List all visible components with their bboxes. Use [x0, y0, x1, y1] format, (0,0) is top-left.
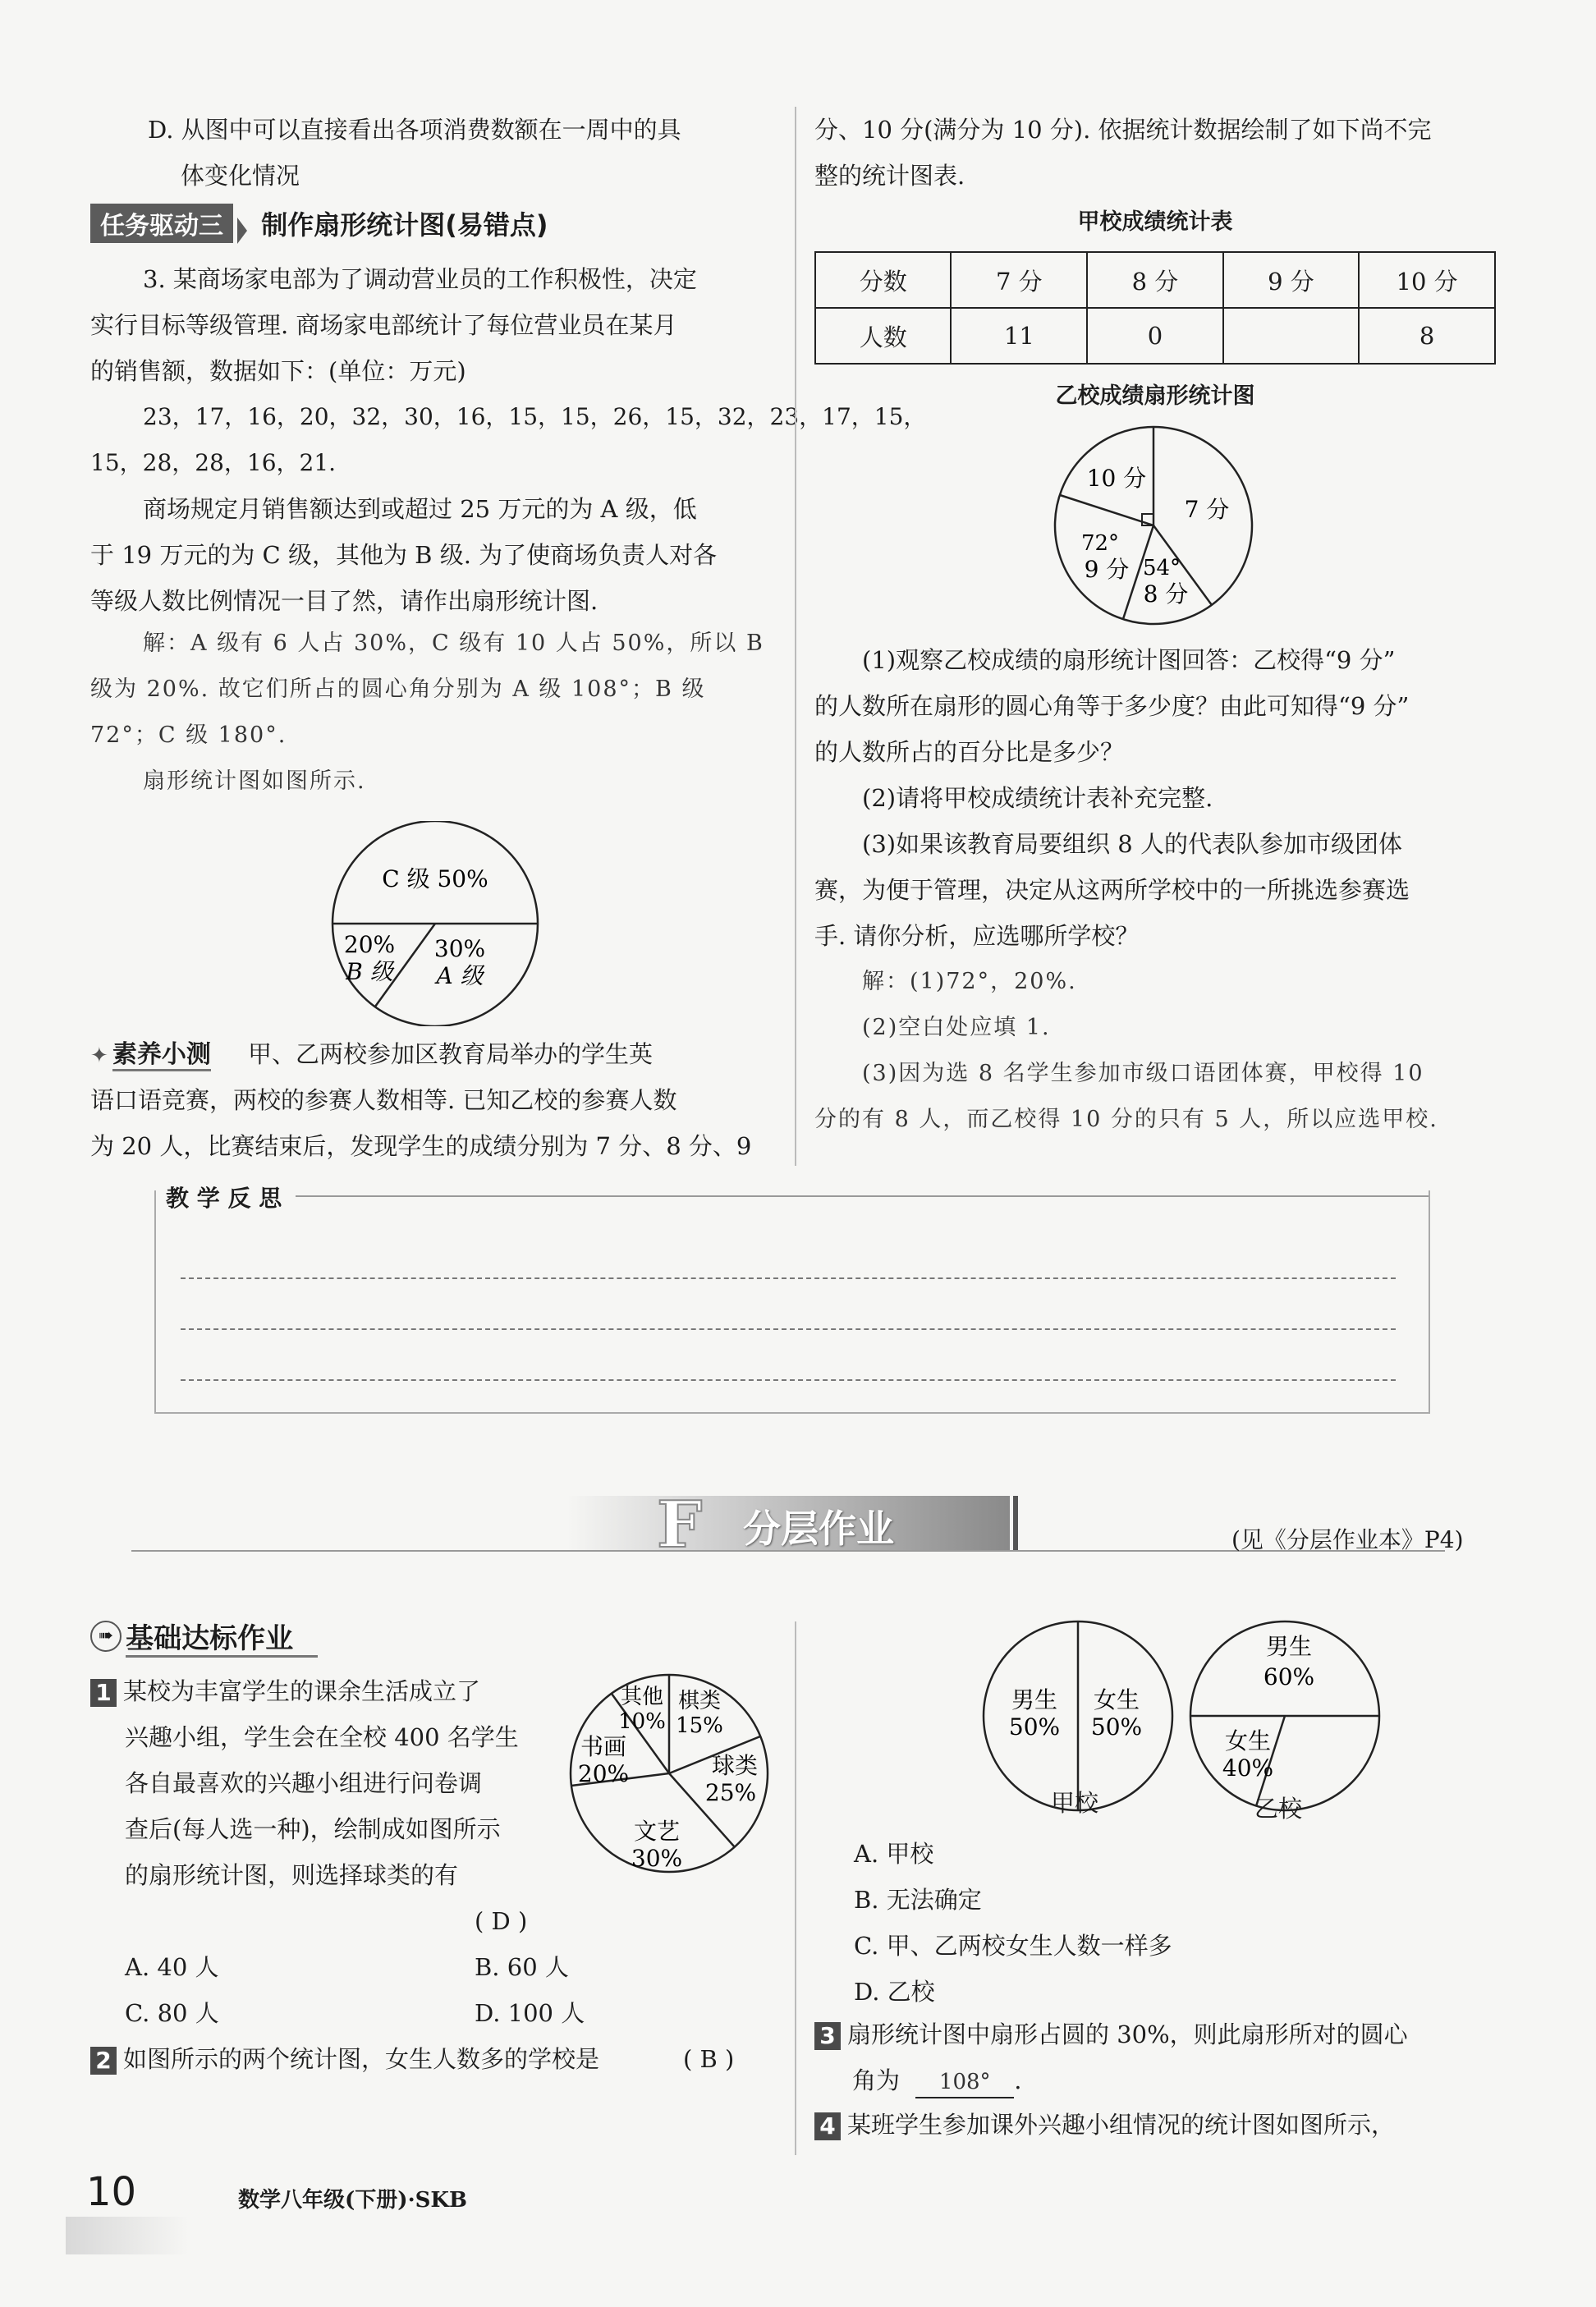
pie-label-ball: 球类 [711, 1752, 759, 1779]
book-title: 数学八年级(下册)·SKB [238, 2188, 468, 2213]
writing-line[interactable] [181, 1328, 1396, 1330]
q4-text: 某班学生参加课外兴趣小组情况的统计图如图所示， [847, 2111, 1396, 2139]
pie-label-calli-pct: 20% [577, 1760, 630, 1787]
pie-label-chess: 棋类 [677, 1689, 722, 1713]
q1-line: 查后(每人选一种)，绘制成如图所示 [125, 1815, 501, 1843]
question-line: 的人数所在扇形的圆心角等于多少度？由此可知得“9 分” [814, 692, 1410, 720]
writing-line[interactable] [181, 1379, 1396, 1381]
q3-data: 23，17，16，20，32，30，16，15，15，26，15，32，23，17，15， [143, 403, 927, 430]
pie-label-ball-pct: 25% [704, 1779, 757, 1806]
school-yi-label: 乙校 [1254, 1795, 1303, 1823]
basic-header [90, 1616, 318, 1656]
q2-number: 2 [90, 2047, 117, 2075]
literacy-line3: 为 20 人，比赛结束后，发现学生的成绩分别为 7 分、8 分、9 [90, 1132, 752, 1160]
q2-text: 如图所示的两个统计图，女生人数多的学校是 [123, 2045, 600, 2073]
table-title: 甲校成绩统计表 [1077, 209, 1233, 235]
q1-option-b[interactable]: B. 60 人 [475, 1953, 569, 1981]
pie-label-girl-pct: 40% [1222, 1754, 1274, 1782]
pie-label-girl: 女生 [1224, 1727, 1272, 1754]
pie-label-b: B 级 [346, 958, 393, 985]
q1-line: 某校为丰富学生的课余生活成立了 [123, 1677, 481, 1705]
table-cell: 8 [1359, 308, 1495, 364]
right-line1: 分、10 分(满分为 10 分). 依据统计数据绘制了如下尚不完 [814, 116, 1432, 144]
q3-line: 实行目标等级管理. 商场家电部统计了每位营业员在某月 [90, 311, 677, 339]
reflection-top-rule [296, 1195, 1429, 1197]
answer-line: 解：(1)72°，20%. [862, 969, 1077, 994]
answer-line: (3)因为选 8 名学生参加市级口语团体赛，甲校得 10 [862, 1061, 1424, 1086]
table-cell: 11 [951, 308, 1087, 364]
q3-line: 等级人数比例情况一目了然，请作出扇形统计图. [90, 587, 598, 615]
q3 [814, 2011, 1408, 2057]
q2-option-d[interactable]: D. 乙校 [854, 1978, 935, 2006]
right-line2: 整的统计图表. [814, 162, 965, 190]
table-cell: 分数 [815, 252, 951, 308]
pie-label-b-pct: 20% [343, 931, 396, 958]
pie-label-boy: 男生 [1011, 1686, 1058, 1713]
basic-title: 基础达标作业 [126, 1622, 318, 1658]
pie-label-8: 8 分 [1143, 580, 1189, 608]
q4 [814, 2102, 1395, 2148]
task-title: 制作扇形统计图(易错点) [261, 209, 548, 241]
q3-answer-line: 72°；C 级 180°. [90, 722, 287, 748]
literacy-line1: 甲、乙两校参加区教育局举办的学生英 [247, 1040, 653, 1068]
answer-line: (2)空白处应填 1. [862, 1015, 1051, 1040]
q1-number: 1 [90, 1679, 117, 1707]
answer-line: 分的有 8 人，而乙校得 10 分的只有 5 人，所以应选甲校. [814, 1107, 1438, 1132]
q3-answer [90, 621, 772, 805]
q3-data: 15，28，28，16，21. [90, 449, 337, 476]
task-header [90, 204, 548, 244]
q3-answer-line: 级为 20%. 故它们所占的圆心角分别为 A 级 108°；B 级 [90, 677, 706, 702]
q1-line: 的扇形统计图，则选择球类的有 [125, 1861, 459, 1889]
q4-number: 4 [814, 2112, 841, 2140]
q1-option-a[interactable]: A. 40 人 [125, 1953, 219, 1981]
column-divider [795, 107, 796, 1166]
q3-line1: 扇形统计图中扇形占圆的 30%，则此扇形所对的圆心 [847, 2020, 1408, 2048]
q3-answer-line: 解：A 级有 6 人占 30%，C 级有 10 人占 50%，所以 B [143, 631, 764, 656]
task-tag: 任务驱动三 [90, 204, 233, 243]
pie-label-9-angle: 72° [1080, 531, 1120, 556]
q1-answer: ( D ) [475, 1907, 528, 1935]
q1-option-d[interactable]: D. 100 人 [475, 1999, 585, 2027]
pie-label-c: C 级 50% [382, 865, 488, 892]
pie-label-girl: 女生 [1093, 1686, 1140, 1713]
question-line: (3)如果该教育局要组织 8 人的代表队参加市级团体 [862, 830, 1402, 858]
pie-divider [1060, 495, 1153, 525]
banner-title: 分层作业 [743, 1507, 894, 1551]
q3-line2-prefix: 角为 [852, 2066, 901, 2094]
table-header-row [815, 252, 1495, 308]
q3-line: 的销售额，数据如下：(单位：万元) [90, 357, 466, 385]
q1-line: 各自最喜欢的兴趣小组进行问卷调 [125, 1769, 483, 1797]
banner-f-icon: F [657, 1488, 703, 1562]
writing-line[interactable] [181, 1277, 1396, 1279]
q3-answer-blank[interactable]: 108° [915, 2067, 1014, 2098]
pie-title: 乙校成绩扇形统计图 [1055, 383, 1255, 409]
literacy-header [90, 1031, 653, 1077]
option-d-line1: D. 从图中可以直接看出各项消费数额在一周中的具 [148, 116, 681, 144]
question-line: (1)观察乙校成绩的扇形统计图回答：乙校得“9 分” [862, 646, 1396, 674]
q3-answer-line: 扇形统计图如图所示. [143, 768, 366, 794]
pie-label-8-angle: 54° [1142, 556, 1181, 580]
q2-answer: ( B ) [683, 2045, 735, 2073]
q2-option-b[interactable]: B. 无法确定 [854, 1886, 982, 1914]
banner-endcap [1013, 1496, 1018, 1550]
option-d-line2: 体变化情况 [181, 162, 300, 190]
table-cell: 人数 [815, 308, 951, 364]
tag-arrow-icon [237, 218, 247, 244]
score-table [814, 251, 1496, 365]
q3-number: 3 [814, 2022, 841, 2050]
pie-label-other-pct: 10% [618, 1709, 666, 1734]
table-cell: 7 分 [951, 252, 1087, 308]
pie-label-boy-pct: 60% [1263, 1663, 1315, 1690]
star-icon: ✦ [90, 1043, 108, 1068]
workbook-ref: (见《分层作业本》P4) [1231, 1526, 1464, 1553]
table-cell: 8 分 [1087, 252, 1222, 308]
q1 [90, 1668, 519, 1898]
question-line: 赛，为便于管理，决定从这两所学校中的一所挑选参赛选 [814, 876, 1410, 904]
question-line: 的人数所占的百分比是多少？ [814, 738, 1125, 766]
table-cell: 0 [1087, 308, 1222, 364]
pie-label-chess-pct: 15% [676, 1713, 723, 1738]
table-cell-blank [1223, 308, 1359, 364]
interest-pie-chart [566, 1671, 772, 1876]
pie-label-boy: 男生 [1265, 1633, 1313, 1660]
q2 [90, 2036, 599, 2082]
q2-option-a[interactable]: A. 甲校 [854, 1840, 934, 1868]
table-cell: 10 分 [1359, 252, 1495, 308]
pie-label-calli: 书画 [580, 1733, 627, 1760]
pie-label-7: 7 分 [1184, 496, 1230, 523]
q3-line: 3. 某商场家电部为了调动营业员的工作积极性，决定 [143, 265, 697, 293]
table-cell: 9 分 [1223, 252, 1359, 308]
literacy-tag: 素养小测 [112, 1040, 211, 1071]
pie-label-art: 文艺 [633, 1818, 681, 1845]
column-divider [795, 1621, 796, 2155]
pie-label-a-pct: 30% [433, 935, 486, 962]
pie-label-girl-pct: 50% [1090, 1713, 1143, 1741]
q2-option-c[interactable]: C. 甲、乙两校女生人数一样多 [854, 1932, 1172, 1960]
school-jia-label: 甲校 [1051, 1789, 1099, 1817]
q3-line: 商场规定月销售额达到或超过 25 万元的为 A 级，低 [143, 495, 697, 523]
page-number: 10 [86, 2169, 137, 2215]
reflection-title: 教 学 反 思 [156, 1181, 291, 1213]
table-row [815, 308, 1495, 364]
arrow-right-icon: ➠ [90, 1621, 122, 1652]
question-line: (2)请将甲校成绩统计表补充完整. [862, 784, 1213, 812]
literacy-line2: 语口语竞赛，两校的参赛人数相等. 已知乙校的参赛人数 [90, 1086, 677, 1114]
pie-label-10: 10 分 [1086, 465, 1147, 492]
grade-pie-chart [312, 821, 558, 1026]
pie-label-art-pct: 30% [631, 1845, 683, 1872]
school-b-pie-chart [1051, 423, 1256, 628]
q1-line: 兴趣小组，学生会在全校 400 名学生 [125, 1723, 519, 1751]
q1-option-c[interactable]: C. 80 人 [125, 1999, 219, 2027]
q3-line2: 角为 108° . [852, 2057, 1021, 2103]
pie-label-other: 其他 [620, 1685, 664, 1709]
pie-label-boy-pct: 50% [1008, 1713, 1061, 1741]
school-questions [814, 637, 1504, 1143]
q3-line: 于 19 万元的为 C 级，其他为 B 级. 为了使商场负责人对各 [90, 541, 718, 569]
question-line: 手. 请你分析，应选哪所学校？ [814, 922, 1140, 950]
footer-shade [66, 2217, 189, 2254]
pie-label-9: 9 分 [1084, 556, 1130, 583]
pie-label-a: A 级 [436, 962, 484, 989]
